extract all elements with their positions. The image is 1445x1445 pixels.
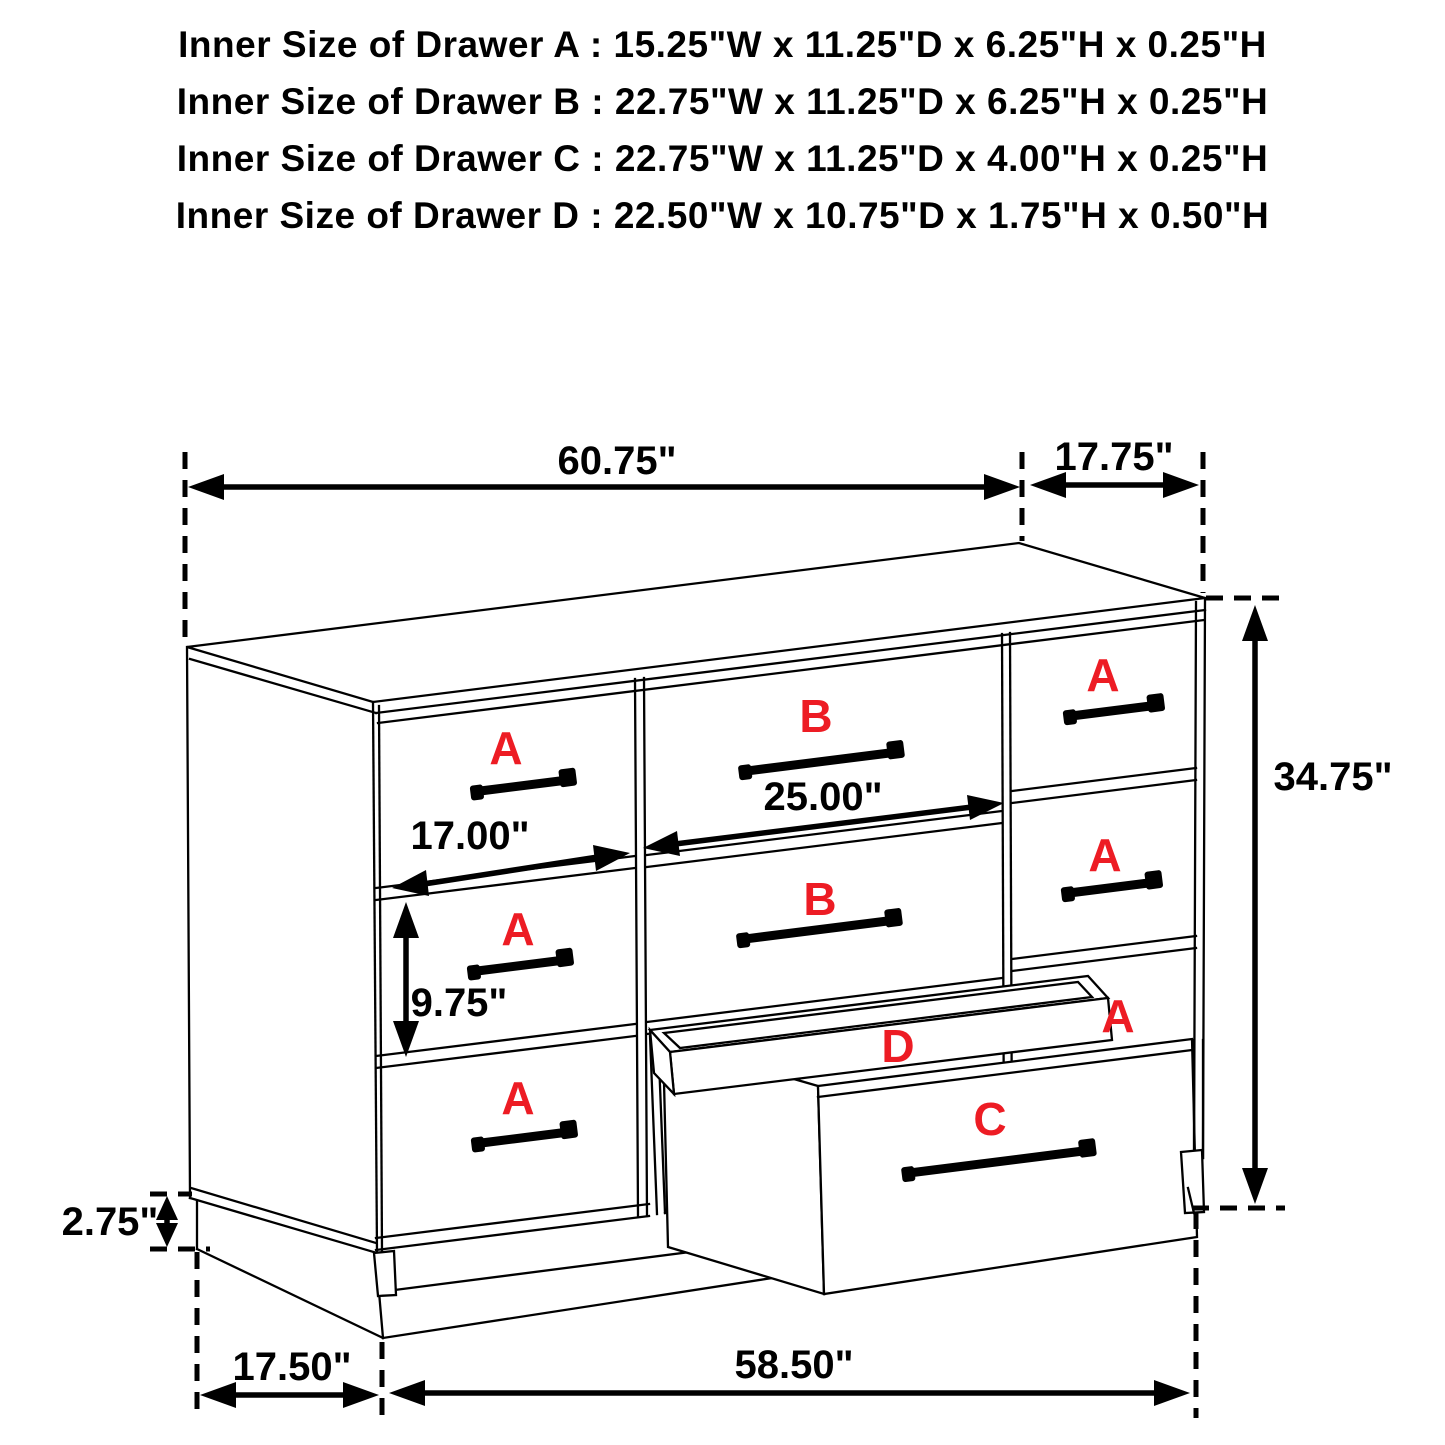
plinth-front-left-edge [379, 1292, 383, 1338]
arrowhead [1154, 1380, 1190, 1406]
handle-a-left-top [469, 767, 578, 800]
dim-base-depth: 17.50" [232, 1345, 352, 1389]
arrowhead [156, 1196, 178, 1220]
label-drawer-a-right-bottom: A [1101, 990, 1135, 1042]
arrowhead [1242, 1168, 1268, 1204]
label-drawer-b-middle: B [803, 873, 837, 925]
dim-overall-width: 60.75" [557, 439, 677, 483]
label-drawer-d: D [881, 1020, 915, 1072]
left-panel-bottom-inner [191, 1188, 376, 1243]
label-drawer-a-left-bottom: A [501, 1072, 535, 1124]
label-drawer-a-left-top: A [489, 722, 523, 774]
dim-base-width: 58.50" [734, 1343, 854, 1387]
inner-size-line-drawer-a: Inner Size of Drawer A : 15.25"W x 11.25"D x 6.25"H x 0.25"H [178, 24, 1267, 65]
dim-drawer-a-height: 9.75" [410, 981, 508, 1025]
label-drawer-a-right-top: A [1086, 649, 1120, 701]
seam-right-2 [1012, 936, 1196, 971]
inner-size-line-drawer-c: Inner Size of Drawer C : 22.75"W x 11.25"D x 4.00"H x 0.25"H [176, 138, 1269, 179]
dim-drawer-a-width: 17.00" [410, 814, 530, 858]
arrowhead [1242, 605, 1268, 641]
left-panel-back-edge [187, 647, 190, 1198]
front-left-foot [374, 1251, 396, 1296]
dim-overall-height: 34.75" [1273, 755, 1393, 799]
dim-drawer-b-width: 25.00" [763, 775, 883, 819]
divider-left-b [644, 678, 647, 1216]
seam-right-1 [1012, 768, 1196, 803]
dim-base-height: 2.75" [61, 1200, 159, 1244]
top-thickness-front [376, 610, 1205, 713]
handle-a-left-bottom [470, 1119, 579, 1152]
top-face [187, 543, 1205, 702]
inner-size-line-drawer-d: Inner Size of Drawer D : 22.50"W x 10.75"D x 1.75"H x 0.50"H [175, 195, 1270, 236]
drawer-c-front [818, 1039, 1197, 1294]
label-drawer-a-left-middle: A [501, 903, 535, 955]
plinth-side-bottom [197, 1249, 383, 1338]
arrowhead [188, 474, 224, 500]
arrowhead [984, 474, 1020, 500]
arrowhead [392, 870, 429, 896]
dimension-annotations [62, 435, 1393, 1418]
left-stile-inner [379, 706, 382, 1253]
divider-left-a [635, 679, 638, 1216]
arrowhead [967, 795, 1004, 820]
left-panel-bottom [190, 1198, 377, 1253]
label-drawer-c: C [973, 1093, 1007, 1145]
dim-a-width-arrow [424, 857, 598, 884]
arrowhead [200, 1382, 236, 1408]
left-panel-front-edge [373, 702, 377, 1253]
label-drawer-a-right-middle: A [1088, 829, 1122, 881]
top-thickness-left [190, 659, 376, 713]
dim-overall-depth: 17.75" [1054, 435, 1174, 479]
arrowhead [393, 902, 419, 938]
top-rail-front [378, 620, 1204, 723]
arrowhead [389, 1380, 425, 1406]
label-drawer-b-top: B [799, 690, 833, 742]
arrowhead [156, 1223, 178, 1247]
inner-size-line-drawer-b: Inner Size of Drawer B : 22.75"W x 11.25"D x 6.25"H x 0.25"H [176, 81, 1269, 122]
